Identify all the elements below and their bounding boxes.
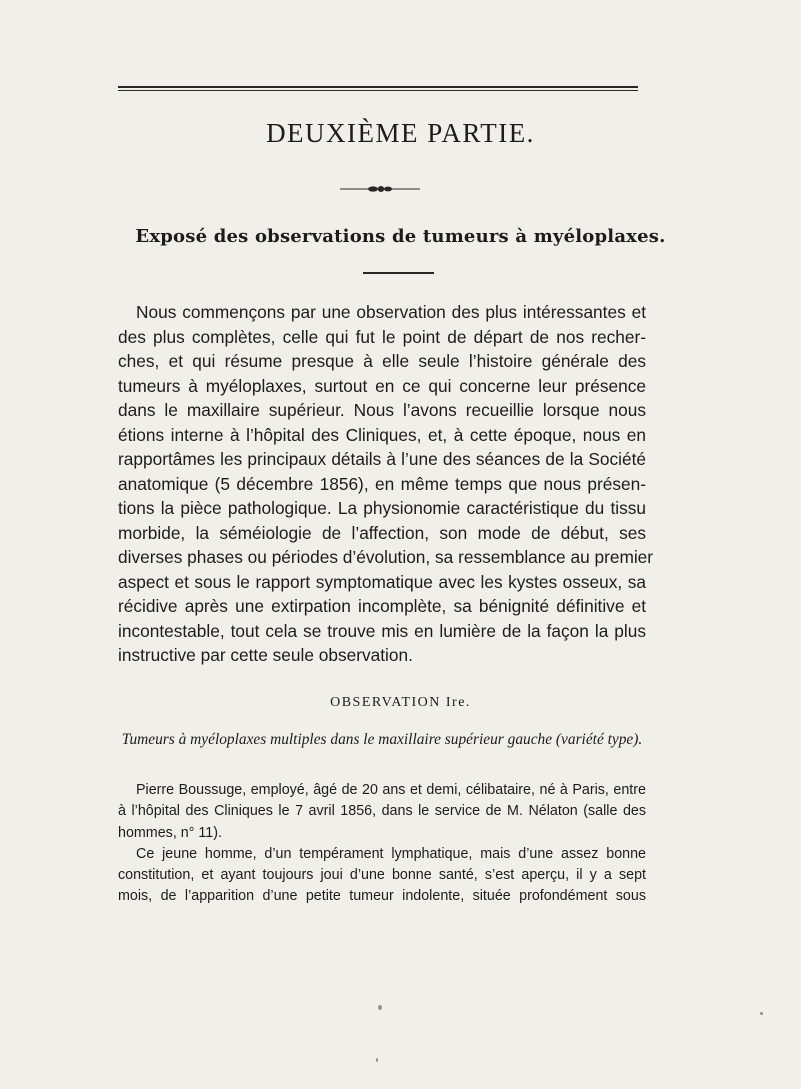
paragraph-line: incontestable, tout cela se trouve mis en lumière de la façon la plus [118, 620, 646, 641]
paragraph-line: dans le maxillaire supérieur. Nous l’avons recueillie lorsque nous [118, 400, 646, 420]
paper-spot [760, 1012, 763, 1015]
paragraph-line: aspect et sous le rapport symptomatique avec les kystes osseux, sa [118, 571, 646, 592]
paper-spot [378, 1005, 382, 1010]
paragraph-line: rapportâmes les principaux détails à l’une des séances de la Société [118, 449, 646, 469]
observation-line: mois, de l’apparition d’une petite tumeur indolente, située profondément sous [118, 888, 646, 905]
paper-spot [376, 1058, 378, 1062]
intro-paragraph [118, 300, 654, 668]
paragraph-line: anatomique (5 décembre 1856), en même temps que nous présen- [118, 473, 646, 494]
observation-line: Pierre Boussuge, employé, âgé de 20 ans et demi, célibataire, né à Paris, entre [136, 782, 646, 798]
observation-heading: OBSERVATION Ire. [330, 695, 471, 710]
paragraph-line: des plus complètes, celle qui fut le point de départ de nos recher- [118, 326, 646, 347]
observation-line: hommes, n° 11). [118, 824, 222, 841]
paragraph-line: ches, et qui résume presque à elle seule l’histoire générale des [118, 351, 646, 371]
section-title: Exposé des observations de tumeurs à myéloplaxes. [135, 226, 666, 247]
ornament-divider [340, 185, 420, 193]
paragraph-line: morbide, la séméiologie de l’affection, son mode de début, ses [118, 522, 646, 543]
observation-line: à l’hôpital des Cliniques le 7 avril 1856, dans le service de M. Nélaton (salle des [118, 803, 646, 820]
paragraph-line: diverses phases ou périodes d’évolution, sa ressemblance au premier [118, 547, 654, 567]
paragraph-line: tumeurs à myéloplaxes, surtout en ce qui concerne leur présence [118, 375, 646, 396]
observation-text [118, 780, 646, 908]
section-rule [363, 272, 434, 274]
paragraph-line: récidive après une extirpation incomplète, sa bénignité définitive et [118, 596, 646, 616]
paragraph-line: étions interne à l’hôpital des Cliniques, et, à cette époque, nous en [118, 424, 646, 445]
paragraph-line: instructive par cette seule observation. [118, 645, 413, 665]
observation-line: Ce jeune homme, d’un tempérament lymphatique, mais d’une assez bonne [136, 845, 646, 862]
observation-subtitle: Tumeurs à myéloplaxes multiples dans le maxillaire supérieur gauche (variété type). [121, 731, 643, 748]
paragraph-line: Nous commençons par une observation des plus intéressantes et [136, 302, 646, 322]
paragraph-line: tions la pièce pathologique. La physionomie caractéristique du tissu [118, 498, 646, 518]
top-double-rule [118, 86, 638, 91]
observation-line: constitution, et ayant toujours joui d’une bonne santé, s’est aperçu, il y a sept [118, 867, 646, 884]
part-title: DEUXIÈME PARTIE. [266, 118, 535, 148]
